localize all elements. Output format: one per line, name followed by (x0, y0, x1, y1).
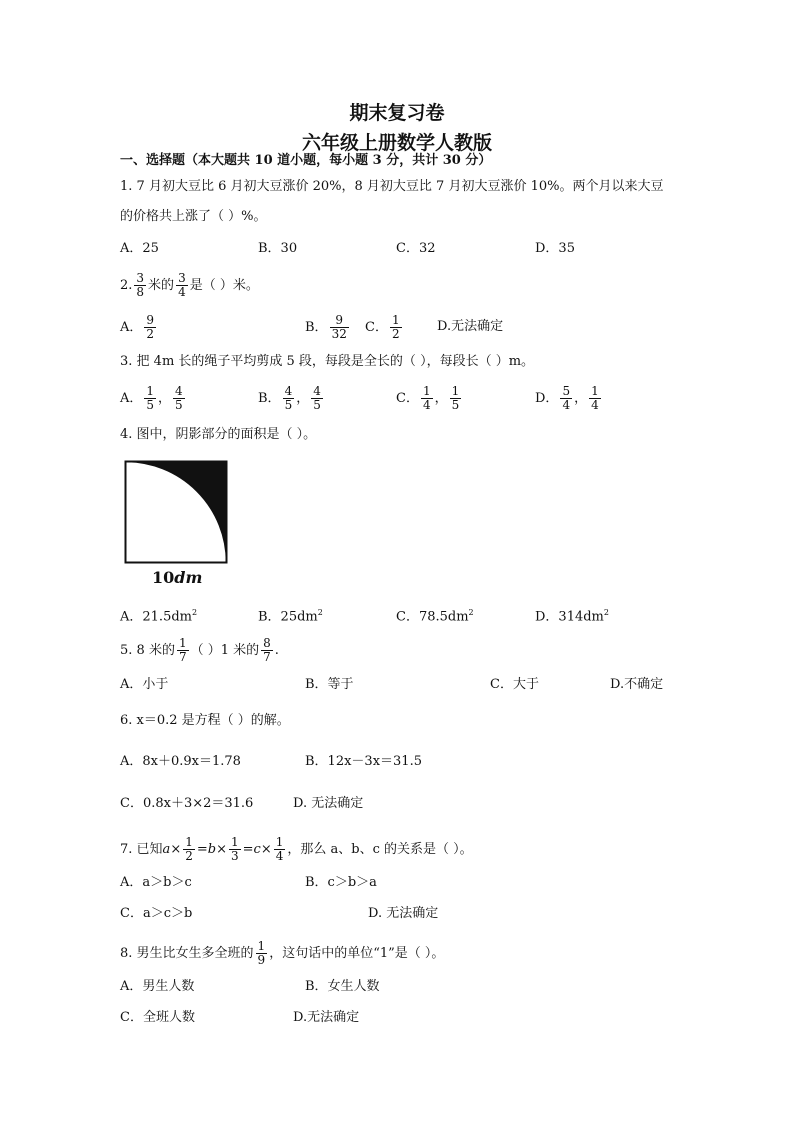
q8-option-a: A．男生人数 (120, 979, 195, 994)
question-1-line-1: 1. 7 月初大豆比 6 月初大豆涨价 20%，8 月初大豆比 7 月初大豆涨价 10%。两个月以来大豆 (120, 179, 664, 194)
q2-prefix: 2. (120, 278, 133, 293)
section-heading: 一、选择题（本大题共 10 道小题，每小题 3 分，共计 30 分） (120, 153, 492, 168)
q3-option-b: B． $\frac{4}{5}$ ， $\frac{4}{5}$ (258, 384, 321, 412)
q2-option-d: D.无法确定 (437, 319, 504, 334)
q5-option-a: A．小于 (120, 677, 169, 692)
q7-option-a: A．a＞b＞c (120, 875, 192, 890)
q4-option-d: D．$314dm^2$ (535, 608, 609, 625)
fraction: $\frac{3}{8}$ (136, 271, 145, 299)
q6-option-b: B．12x－3x＝31.5 (305, 754, 422, 769)
question-7: 7. 已知a× $\frac{1}{2}$ =b× $\frac{1}{3}$ =c× $\frac{1}{4}$ ，那么 a、b、c 的关系是（ ）。 (120, 835, 473, 863)
q8-option-b: B．女生人数 (305, 979, 380, 994)
question-8: 8. 男生比女生多全班的 $\frac{1}{9}$ ，这句话中的单位“1”是（ ）。 (120, 939, 445, 967)
question-1-line-2: 的价格共上涨了（ ）%。 (120, 209, 267, 224)
q1-option-b: B．30 (258, 241, 298, 256)
q7-option-b: B．c＞b＞a (305, 875, 377, 890)
q4-option-a: A．$21.5dm^2$ (120, 608, 198, 625)
q4-option-c: C．$78.5dm^2$ (396, 608, 474, 625)
question-3: 3. 把 4m 长的绳子平均剪成 5 段，每段是全长的（ ），每段长（ ）m。 (120, 354, 535, 369)
q3-option-c: C． $\frac{1}{4}$ ， $\frac{1}{5}$ (396, 384, 460, 412)
q8-option-c: C．全班人数 (120, 1010, 195, 1025)
q1-option-a: A．25 (120, 241, 159, 256)
q6-option-c: C．0.8x＋3×2＝31.6 (120, 796, 254, 811)
q2-suffix: 是（ ）米。 (189, 278, 259, 293)
q5-option-c: C．大于 (490, 677, 539, 692)
figure-label: 10dm (152, 568, 203, 587)
q1-option-d: D．35 (535, 241, 575, 256)
q7-option-d: D. 无法确定 (368, 906, 439, 921)
question-6: 6. x＝0.2 是方程（ ）的解。 (120, 713, 290, 728)
q1-option-c: C．32 (396, 241, 436, 256)
question-4: 4. 图中，阴影部分的面积是（ ）。 (120, 427, 317, 442)
q2-option-a: A． $\frac{9}{2}$ (120, 313, 155, 341)
q6-option-d: D. 无法确定 (293, 796, 364, 811)
q7-option-c: C．a＞c＞b (120, 906, 193, 921)
page-subtitle: 六年级上册数学人教版 (301, 132, 492, 154)
fraction: $\frac{3}{4}$ (178, 271, 186, 299)
q3-option-d: D． $\frac{5}{4}$ ， $\frac{1}{4}$ (535, 384, 599, 412)
shaded-area-figure (124, 460, 230, 566)
q2-option-b: B． $\frac{9}{32}$ (305, 313, 347, 341)
q3-option-a: A． $\frac{1}{5}$ ， $\frac{4}{5}$ (120, 384, 183, 412)
page-title: 期末复习卷 (349, 102, 445, 124)
question-2 (120, 272, 259, 299)
q5-option-b: B．等于 (305, 677, 354, 692)
q4-option-b: B．$25dm^2$ (258, 608, 323, 625)
q2-text: 米的 (148, 278, 175, 293)
q2-option-c: C． $\frac{1}{2}$ (365, 313, 400, 341)
q5-option-d: D.不确定 (610, 677, 664, 692)
question-5: 5. 8 米的 $\frac{1}{7}$ （ ）1 米的 $\frac{8}{7}$ . (120, 636, 279, 664)
q8-option-d: D.无法确定 (293, 1010, 360, 1025)
q6-option-a: A．8x＋0.9x＝1.78 (120, 754, 241, 769)
